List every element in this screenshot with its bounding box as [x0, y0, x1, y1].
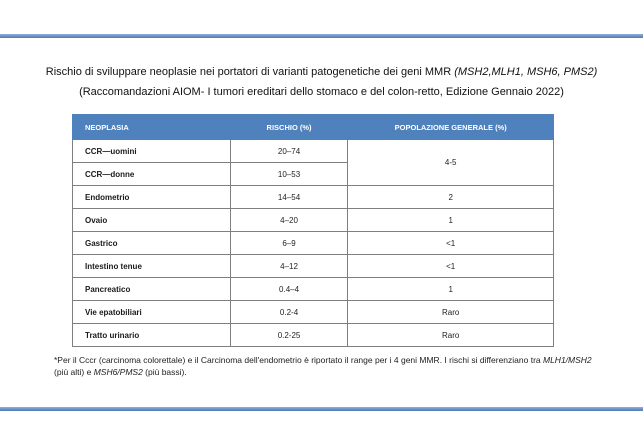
- top-divider: [0, 34, 643, 38]
- table-row: [73, 278, 554, 301]
- cell-popolazione: 2: [348, 186, 554, 209]
- cell-neoplasia: Intestino tenue: [73, 255, 231, 278]
- cell-popolazione: <1: [348, 232, 554, 255]
- table-row: [73, 255, 554, 278]
- cell-rischio: 4–20: [230, 209, 348, 232]
- cell-neoplasia: CCR—uomini: [73, 140, 231, 163]
- footnote-text: *Per il Cccr (carcinoma colorettale) e il Carcinoma dell'endometrio è riportato il range per i 4 geni MMR. I rischi si differenziano tra: [54, 355, 543, 365]
- table-row: [73, 186, 554, 209]
- cell-popolazione: 1: [348, 209, 554, 232]
- cell-popolazione: <1: [348, 255, 554, 278]
- cell-popolazione: Raro: [348, 324, 554, 347]
- title-text: Rischio di sviluppare neoplasie nei portatori di varianti patogenetiche dei geni MMR: [45, 66, 452, 78]
- footnote-text-mid: (più alti) e: [54, 367, 94, 377]
- bottom-divider: [0, 407, 643, 411]
- footnote-genes-low: MSH6/PMS2: [93, 367, 143, 377]
- cell-neoplasia: Endometrio: [73, 186, 231, 209]
- cell-rischio: 0.4–4: [230, 278, 348, 301]
- page-subtitle: (Raccomandazioni AIOM- I tumori ereditari dello stomaco e del colon-retto, Edizione Gennaio 2022): [79, 86, 564, 98]
- header-popolazione: POPOLAZIONE GENERALE (%): [348, 115, 554, 140]
- cell-neoplasia: Ovaio: [73, 209, 231, 232]
- cell-popolazione: 4-5: [348, 140, 554, 186]
- table-row: [73, 232, 554, 255]
- cell-neoplasia: Tratto urinario: [73, 324, 231, 347]
- table-row: [73, 301, 554, 324]
- title-genes: (MSH2,MLH1, MSH6, PMS2): [454, 66, 598, 78]
- cell-neoplasia: Pancreatico: [73, 278, 231, 301]
- cell-rischio: 20–74: [230, 140, 348, 163]
- header-neoplasia: NEOPLASIA: [73, 115, 231, 140]
- footnote-genes-high: MLH1/MSH2: [543, 355, 592, 365]
- cell-rischio: 14–54: [230, 186, 348, 209]
- cell-neoplasia: Gastrico: [73, 232, 231, 255]
- table-row: [73, 140, 554, 163]
- footnote-text-end: (più bassi).: [142, 367, 187, 377]
- table-header-row: [73, 115, 554, 140]
- cell-popolazione: 1: [348, 278, 554, 301]
- table-row: [73, 209, 554, 232]
- footnote: [54, 354, 594, 378]
- page-title: [0, 66, 643, 79]
- cell-rischio: 0.2-25: [230, 324, 348, 347]
- risk-table: [72, 114, 554, 347]
- cell-rischio: 10–53: [230, 163, 348, 186]
- header-rischio: RISCHIO (%): [230, 115, 348, 140]
- cell-popolazione: Raro: [348, 301, 554, 324]
- cell-neoplasia: Vie epatobiliari: [73, 301, 231, 324]
- cell-rischio: 6–9: [230, 232, 348, 255]
- cell-rischio: 4–12: [230, 255, 348, 278]
- table-row: [73, 324, 554, 347]
- cell-neoplasia: CCR—donne: [73, 163, 231, 186]
- cell-rischio: 0.2-4: [230, 301, 348, 324]
